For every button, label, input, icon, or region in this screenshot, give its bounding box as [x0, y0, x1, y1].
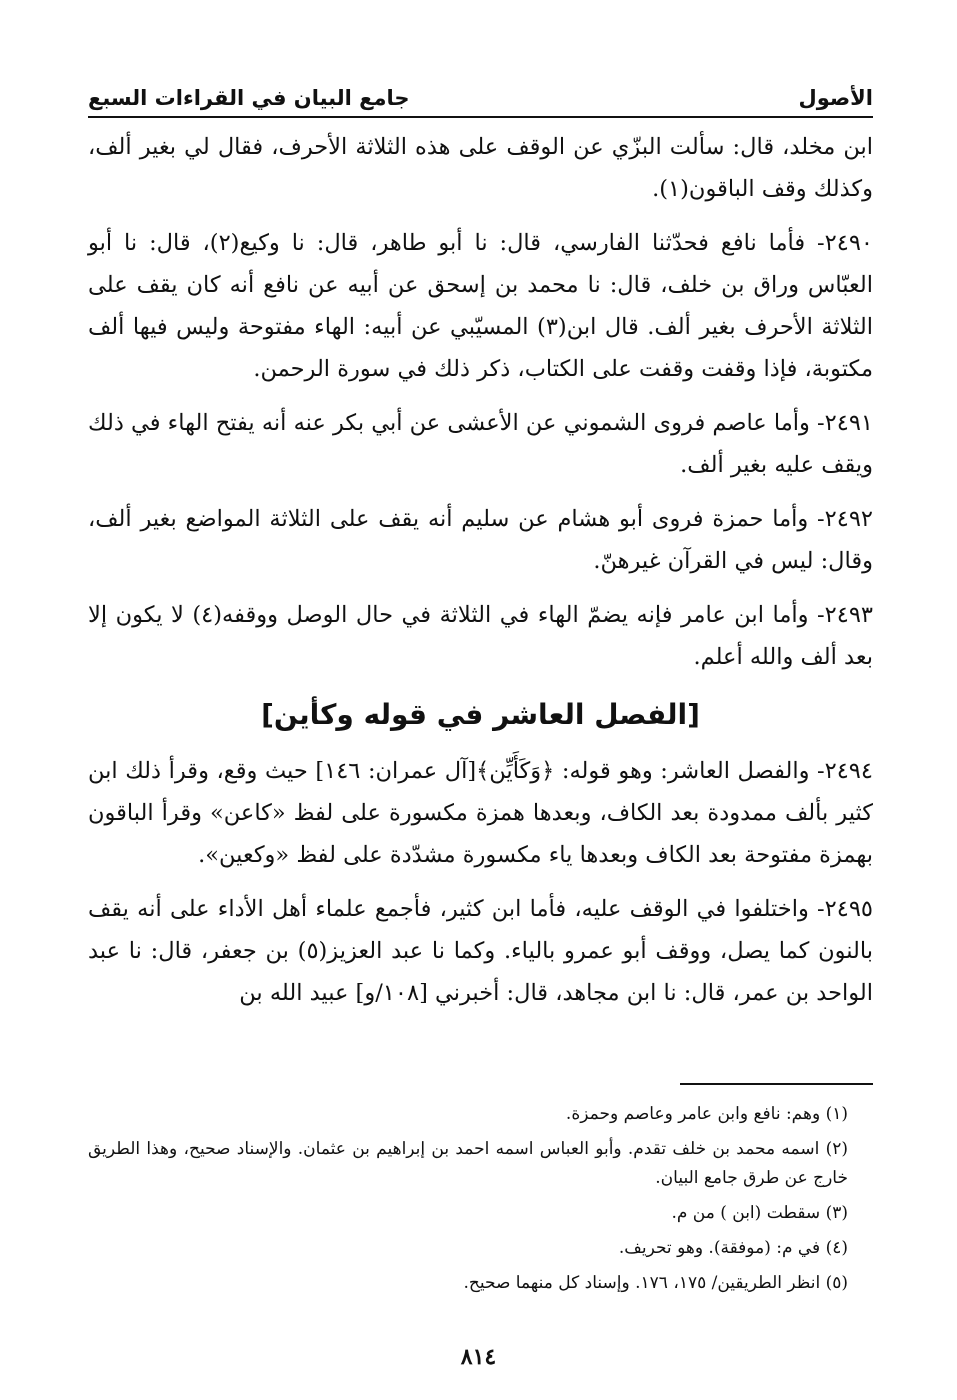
page-number: ٨١٤ — [460, 1344, 497, 1370]
header-section-name: الأصول — [798, 86, 873, 110]
footnote: (٢) اسمه محمد بن خلف تقدم. وأبو العباس اسمه احمد بن إبراهيم بن عثمان. والإسناد صحيح، وهذا الطريق خارج عن طرق جامع البيان. — [88, 1139, 848, 1188]
paragraph: ٢٤٩٠- فأما نافع فحدّثنا الفارسي، قال: نا أبو طاهر، قال: نا وكيع(٢)، قال: نا أبو العبّاس وراق بن خلف، قال: نا محمد بن إسحق عن أبيه عن نافع أنه كان يقف على الثلاثة الأحرف بغير ألف. قال ابن(٣) المسيّبي عن أبيه: الهاء مفتوحة وليس فيها ألف مكتوبة، فإذا وقفت وقفت على الكتاب، ذكر ذلك في سورة الرحمن. — [88, 230, 873, 382]
running-header — [88, 68, 873, 118]
paragraph: ٢٤٩٣- وأما ابن عامر فإنه يضمّ الهاء في الثلاثة في حال الوصل ووقفه(٤) لا يكون إلا بعد ألف والله أعلم. — [88, 602, 873, 670]
footnote: (١) وهم: نافع وابن عامر وعاصم وحمزة. — [565, 1104, 848, 1124]
paragraph: ٢٤٩٤- والفصل العاشر: وهو قوله: ﴿وَكَأَيِّن﴾[آل عمران: ١٤٦] حيث وقع، وقرأ ذلك ابن كثير بألف ممدودة بعد الكاف، وبعدها همزة مكسورة على لفظ «كاعن» وقرأ الباقون بهمزة مفتوحة بعد الكاف وبعدها ياء مكسورة مشدّدة على لفظ «وكعين». — [88, 758, 873, 868]
footnote: (٤) في م: (موفقة). وهو تحريف. — [618, 1238, 848, 1258]
section-heading: [الفصل العاشر في قوله وكأين] — [261, 698, 700, 731]
header-book-title: جامع البيان في القراءات السبع — [88, 86, 410, 110]
paragraph: ٢٤٩٢- وأما حمزة فروى أبو هشام عن سليم أنه يقف على الثلاثة المواضع بغير ألف، وقال: ليس في القرآن غيرهنّ. — [88, 506, 873, 574]
footnote: (٣) سقطت (ابن ) من م. — [671, 1203, 848, 1223]
main-text — [88, 126, 873, 1026]
footnotes — [88, 1100, 848, 1304]
footnote: (٥) انظر الطريقين/ ١٧٥، ١٧٦. وإسناد كل منهما صحيح. — [463, 1273, 848, 1293]
paragraph: ابن مخلد، قال: سألت البزّي عن الوقف على هذه الثلاثة الأحرف، فقال لي بغير ألف، وكذلك وقف الباقون(١). — [88, 134, 873, 202]
footnote-separator — [680, 1083, 873, 1085]
paragraph: ٢٤٩١- وأما عاصم فروى الشموني عن الأعشى عن أبي بكر عنه أنه يفتح الهاء في ذلك ويقف عليه بغير ألف. — [88, 410, 873, 478]
paragraph: ٢٤٩٥- واختلفوا في الوقف عليه، فأما ابن كثير، فأجمع علماء أهل الأداء على أنه يقف بالنون كما يصل، ووقف أبو عمرو بالياء. وكما نا عبد العزيز(٥) بن جعفر، قال: نا عبد الواحد بن عمر، قال: نا ابن مجاهد، قال: أخبرني [١٠٨/و] عبيد الله بن — [88, 896, 873, 1006]
